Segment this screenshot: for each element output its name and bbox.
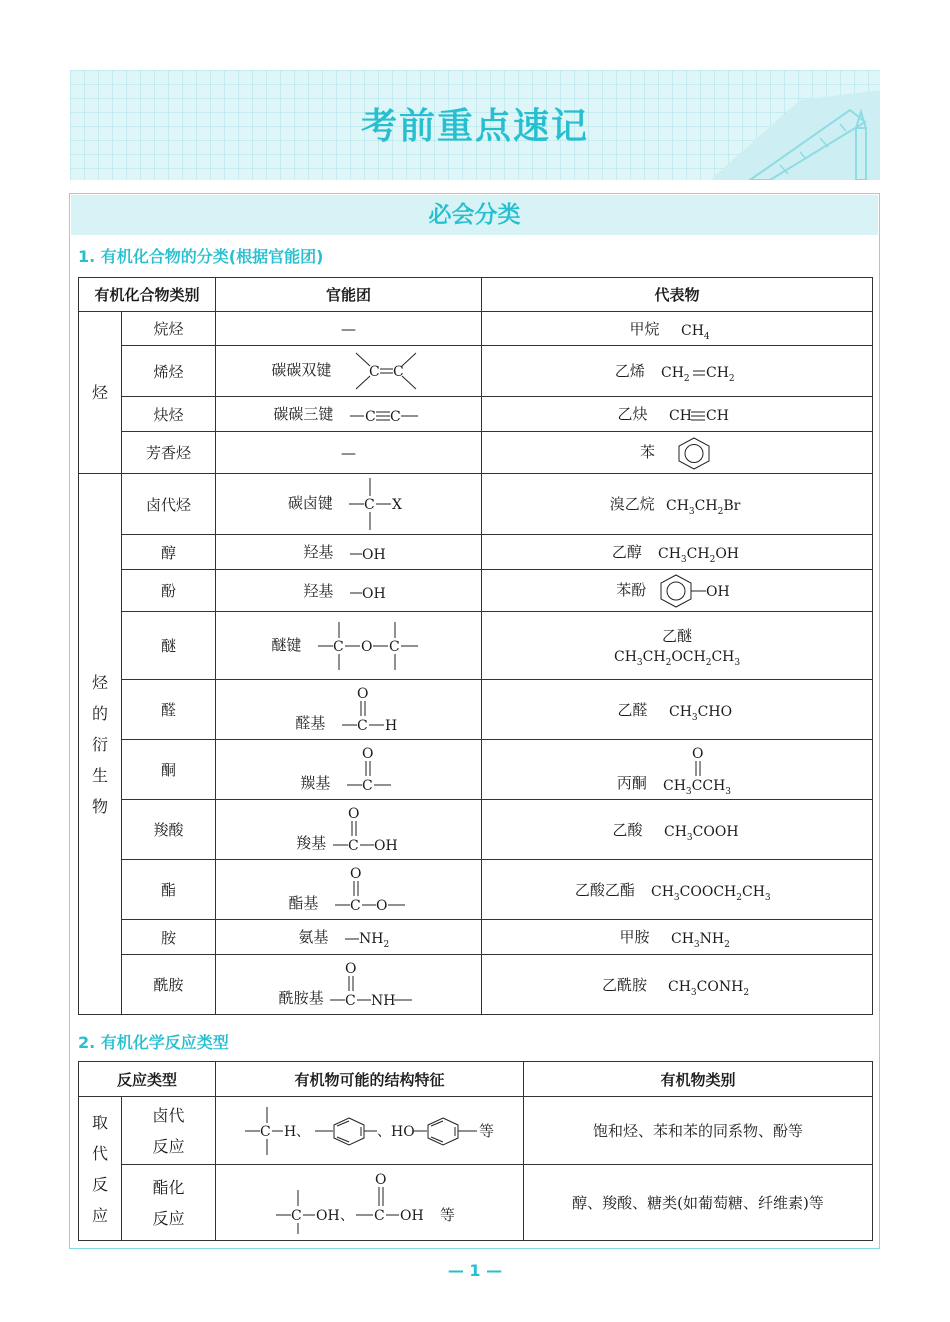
functional-group: 碳卤键 C X — [216, 474, 482, 535]
class-name: 酮 — [122, 740, 216, 800]
header-representative: 代表物 — [482, 278, 873, 312]
class-name: 芳香烃 — [122, 432, 216, 474]
triple-bond-structure — [348, 405, 424, 425]
functional-group: 碳碳双键 C C — [216, 346, 482, 397]
svg-text:NH: NH — [371, 992, 396, 1009]
table-row — [79, 312, 873, 346]
svg-text:C: C — [389, 409, 401, 425]
svg-text:OH: OH — [315, 1207, 340, 1224]
formula-acetaldehyde — [667, 701, 737, 721]
svg-text:CH: CH — [705, 408, 729, 424]
table-row — [79, 1097, 873, 1165]
hydroxyl-structure — [348, 582, 394, 602]
svg-text:CH3COOCH2CH3: $CH_3COOCH_2CH_3$ — [651, 883, 771, 903]
table-row — [79, 680, 873, 740]
svg-text:CH3CH2OH: $CH_3CH_2OH$ — [658, 546, 740, 565]
svg-text:C: C — [356, 717, 368, 734]
ether-structure — [316, 618, 426, 674]
header-reaction-type: 反应类型 — [79, 1062, 216, 1097]
table-header-row — [79, 278, 873, 312]
table-row — [79, 955, 873, 1015]
carboxyl-structure — [331, 804, 401, 856]
formula-methylamine — [669, 928, 735, 948]
class-name: 酯 — [122, 860, 216, 920]
functional-group: — — [216, 432, 482, 474]
svg-text:C: C — [364, 409, 376, 425]
svg-text:O: O — [356, 685, 369, 702]
structural-features — [216, 1165, 524, 1241]
svg-text:X: X — [392, 497, 403, 513]
aldehyde-structure — [340, 684, 402, 736]
svg-text:CH2: $CH_2$ — [661, 365, 690, 384]
amide-structure — [328, 959, 418, 1011]
table-row — [79, 1165, 873, 1241]
header-category: 有机化合物类别 — [79, 278, 216, 312]
representative: 乙醚 $CH_3CH_2OCH_2CH_3$ — [482, 612, 873, 680]
svg-text:OH: OH — [705, 583, 730, 600]
table-row — [79, 612, 873, 680]
formula-ethyl-acetate — [649, 881, 779, 901]
svg-text:OH: OH — [361, 547, 386, 563]
features-suffix: 等 — [478, 1121, 494, 1140]
header-compound-class: 有机物类别 — [524, 1062, 873, 1097]
formula-acetone — [661, 744, 737, 796]
class-name: 酰胺 — [122, 955, 216, 1015]
svg-text:O: O — [345, 960, 357, 977]
svg-text:、: 、 — [295, 1123, 310, 1140]
svg-text:O: O — [692, 745, 704, 762]
page-title: 考前重点速记 — [360, 106, 589, 147]
formula-acetic-acid — [662, 821, 742, 841]
svg-text:OH: OH — [373, 837, 398, 854]
representative: 乙醇 $CH_3CH_2OH$ — [482, 535, 873, 570]
reaction-type: 卤代反应 — [122, 1097, 216, 1165]
svg-text:CH3CHO: $CH_3CHO$ — [668, 703, 732, 723]
svg-text:CH3NH2: $CH_3NH_2$ — [670, 931, 730, 950]
svg-text:O: O — [349, 865, 362, 882]
functional-group: 醛基 O C H — [216, 680, 482, 740]
svg-text:C: C — [388, 638, 400, 655]
svg-text:O: O — [375, 897, 388, 914]
svg-text:C: C — [290, 1207, 302, 1224]
representative: 乙醛 $CH_3CHO$ — [482, 680, 873, 740]
svg-text:C: C — [345, 992, 357, 1009]
svg-text:CH2: $CH_2$ — [706, 365, 735, 384]
svg-text:CH3CONH2: $CH_3CONH_2$ — [668, 978, 750, 998]
svg-text:C: C — [332, 638, 344, 655]
formula-diethyl-ether — [612, 646, 742, 666]
class-name: 醚 — [122, 612, 216, 680]
representative: 乙酸乙酯 $CH_3COOCH_2CH_3$ — [482, 860, 873, 920]
svg-text:C: C — [392, 364, 404, 380]
svg-text:CH3CH2Br: $CH_3CH_2Br$ — [666, 498, 741, 517]
group-derivative: 烃的衍生物 — [79, 474, 122, 1015]
compound-classes: 饱和烃、苯和苯的同系物、酚等 — [524, 1097, 873, 1165]
table-row — [79, 740, 873, 800]
table-row — [79, 432, 873, 474]
class-name: 羧酸 — [122, 800, 216, 860]
svg-text:O: O — [374, 1171, 386, 1188]
svg-text:CH3CH2OCH2CH3: $CH_3CH_2OCH_2CH_3$ — [614, 649, 741, 668]
svg-text:CH: CH — [668, 408, 692, 424]
header-structural-features: 有机物可能的结构特征 — [216, 1062, 524, 1097]
svg-text:C: C — [364, 497, 375, 513]
hydroxyl-structure — [348, 543, 394, 563]
svg-text:、: 、 — [339, 1207, 354, 1224]
functional-group: 羟基 OH — [216, 570, 482, 612]
section-title: 必会分类 — [71, 195, 878, 235]
svg-text:C: C — [259, 1123, 271, 1140]
formula-ethene — [659, 362, 739, 382]
functional-group: 羟基 OH — [216, 535, 482, 570]
amino-structure — [343, 928, 399, 948]
representative: 乙烯 $CH_2$ $CH_2$ — [482, 346, 873, 397]
class-name: 卤代烃 — [122, 474, 216, 535]
table-row — [79, 800, 873, 860]
class-name: 烷烃 — [122, 312, 216, 346]
svg-text:CH3COOH: $CH_3COOH$ — [663, 823, 739, 843]
svg-text:O: O — [361, 745, 374, 762]
representative: 苯酚 OH — [482, 570, 873, 612]
double-bond-structure — [346, 349, 426, 393]
halogenation-structures — [239, 1103, 501, 1159]
svg-text:NH2: $NH_2$ — [358, 931, 389, 950]
group-hydrocarbon: 烃 — [79, 312, 122, 474]
structural-features — [216, 1097, 524, 1165]
esterification-structures — [270, 1170, 470, 1236]
svg-text:H: H — [384, 717, 397, 734]
svg-text:、: 、 — [376, 1123, 391, 1140]
representative: 甲胺 $CH_3NH_2$ — [482, 920, 873, 955]
representative: 乙酸 $CH_3COOH$ — [482, 800, 873, 860]
class-name: 胺 — [122, 920, 216, 955]
reaction-types-table — [78, 1061, 873, 1241]
header-banner — [70, 70, 880, 180]
reaction-type: 酯化反应 — [122, 1165, 216, 1241]
class-name: 烯烃 — [122, 346, 216, 397]
class-name: 醇 — [122, 535, 216, 570]
formula-ethyne — [667, 405, 737, 425]
functional-group: 碳碳三键 C C — [216, 397, 482, 432]
svg-text:C: C — [368, 364, 380, 380]
functional-group: 酰胺基 O C NH — [216, 955, 482, 1015]
class-name: 醛 — [122, 680, 216, 740]
svg-text:C: C — [361, 777, 373, 794]
formula-acetamide — [666, 976, 752, 996]
carbonyl-structure — [345, 744, 397, 796]
compound-classes: 醇、羧酸、糖类(如葡萄糖、纤维素)等 — [524, 1165, 873, 1241]
functional-group: 酯基 O C O — [216, 860, 482, 920]
class-name: 酚 — [122, 570, 216, 612]
classification-table — [78, 277, 873, 1015]
features-suffix: 等 — [439, 1205, 455, 1224]
svg-text:CH3CCH3: $CH_3CCH_3$ — [663, 777, 732, 797]
svg-text:OH: OH — [399, 1207, 424, 1224]
svg-text:C: C — [347, 837, 359, 854]
representative: 乙酰胺 $CH_3CONH_2$ — [482, 955, 873, 1015]
table-header-row — [79, 1062, 873, 1097]
representative: 溴乙烷 $CH_3CH_2Br$ — [482, 474, 873, 535]
formula-bromoethane — [664, 495, 744, 515]
functional-group: 羧基 O C OH — [216, 800, 482, 860]
phenol-structure — [656, 573, 738, 609]
svg-text:O: O — [360, 638, 373, 655]
representative: 苯 — [482, 432, 873, 474]
svg-text:C: C — [349, 897, 361, 914]
formula-ethanol — [656, 543, 742, 563]
svg-text:CH4: $CH_4$ — [680, 322, 710, 342]
benzene-ring-icon — [674, 436, 714, 470]
table-row — [79, 535, 873, 570]
table-row — [79, 346, 873, 397]
functional-group: — — [216, 312, 482, 346]
svg-text:OH: OH — [361, 585, 386, 602]
functional-group: 羰基 O C — [216, 740, 482, 800]
carbon-halogen-structure — [347, 476, 409, 532]
table-row — [79, 920, 873, 955]
svg-text:C: C — [373, 1207, 385, 1224]
ester-structure — [333, 864, 409, 916]
formula-methane — [679, 320, 725, 340]
functional-group: 氨基 $NH_2$ — [216, 920, 482, 955]
svg-text:H: H — [283, 1123, 296, 1140]
table-row — [79, 397, 873, 432]
table-row — [79, 860, 873, 920]
page-number: — 1 — — [447, 1261, 503, 1280]
representative: 甲烷 $CH_4$ — [482, 312, 873, 346]
representative: 丙酮 O $CH_3CCH_3$ — [482, 740, 873, 800]
functional-group: 醚键 C O C — [216, 612, 482, 680]
svg-text:HO: HO — [390, 1123, 415, 1140]
table-row — [79, 570, 873, 612]
part1-heading: 1. 有机化合物的分类(根据官能团) — [78, 247, 324, 266]
header-functional-group: 官能团 — [216, 278, 482, 312]
representative: 乙炔 CH CH — [482, 397, 873, 432]
table-row — [79, 474, 873, 535]
class-name: 炔烃 — [122, 397, 216, 432]
svg-text:O: O — [347, 805, 360, 822]
part2-heading: 2. 有机化学反应类型 — [78, 1033, 229, 1052]
group-substitution: 取代反应 — [79, 1097, 122, 1241]
